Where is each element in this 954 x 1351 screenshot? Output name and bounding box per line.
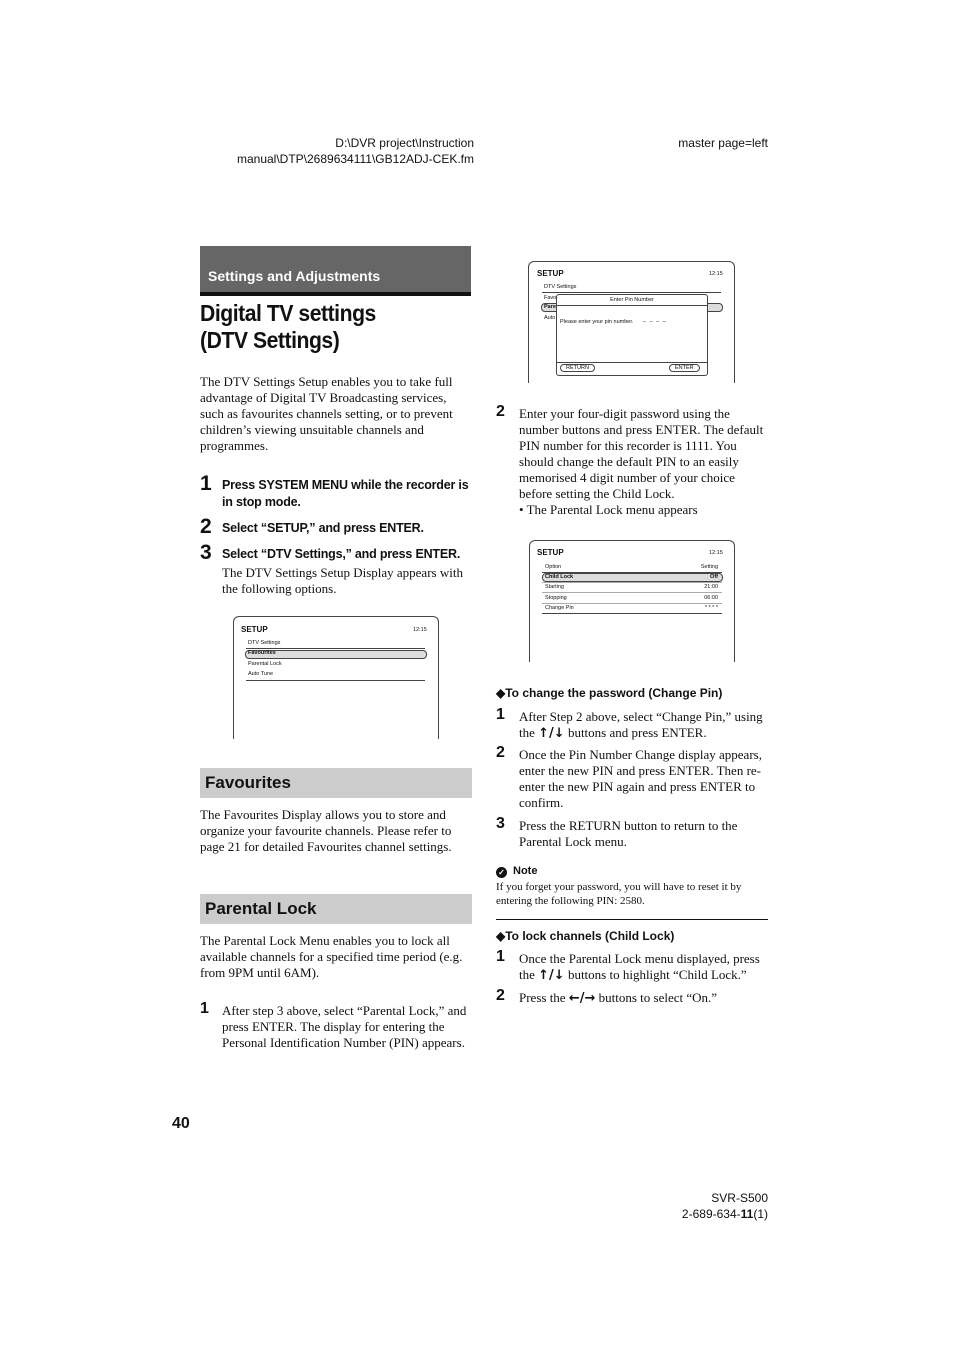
page-title-line2: (DTV Settings) [200, 327, 340, 353]
row-option: Child Lock [545, 574, 574, 580]
step-text: Press the RETURN button to return to the Parental Lock menu. [519, 818, 738, 849]
step-text-part: buttons to highlight “Child Lock.” [567, 967, 747, 982]
change-pin-heading: ◆To change the password (Change Pin) [496, 686, 723, 700]
enter-button[interactable]: ENTER [669, 364, 700, 372]
return-button[interactable]: RETURN [560, 364, 595, 372]
row-option: Stopping [545, 595, 567, 601]
screen-time: 12:15 [413, 627, 427, 633]
parental-lock-text: The Parental Lock Menu enables you to lock all available channels for a specified time period (e.g. from 9PM until 6AM). [200, 933, 463, 980]
model-name: SVR-S500 [711, 1191, 768, 1205]
screen-title: SETUP [537, 548, 564, 557]
step-number: 2 [200, 515, 212, 538]
step-number: 2 [496, 744, 505, 761]
up-down-arrow-icon: ↑/↓ [538, 968, 565, 983]
note-text: If you forget your password, you will have to reset it by entering the following PIN: 2580. [496, 881, 742, 907]
doc-code-suffix: (1) [753, 1207, 768, 1221]
setup-screen-parental [529, 540, 735, 662]
step-number: 1 [496, 948, 505, 965]
menu-item: Parental Lock [248, 661, 282, 667]
setup-screen-pin [528, 261, 735, 383]
divider [542, 613, 722, 614]
step-text [519, 406, 768, 518]
model-code [600, 1190, 768, 1222]
doc-code-prefix: 2-689-634- [681, 1207, 741, 1221]
step-text: Select “SETUP,” and press ENTER. [222, 521, 424, 535]
column-header-setting: Setting [700, 564, 718, 570]
step-number: 1 [496, 706, 505, 723]
pin-dialog [556, 294, 708, 376]
divider [542, 603, 722, 604]
screen-title: SETUP [537, 269, 564, 278]
step-text: After step 3 above, select “Parental Lock,” and press ENTER. The display for entering the Personal Identification Number (PIN) appears. [222, 1003, 467, 1050]
step-text-part: Once the Parental Lock menu displayed, press the [519, 951, 760, 982]
step-detail: The DTV Settings Setup Display appears with the following options. [222, 565, 463, 596]
screen-subtitle: DTV Settings [248, 640, 281, 646]
favourites-text: The Favourites Display allows you to store and organize your favourite channels. Please refer to page 21 for detailed Favourites channel settings. [200, 807, 452, 854]
row-setting: 21:00 [704, 584, 718, 590]
divider [542, 592, 722, 593]
step-text-part: After Step 2 above, select “Change Pin,” using the [519, 709, 763, 740]
doc-code [600, 1206, 768, 1222]
divider [246, 680, 425, 681]
step-text-part: Press the [519, 990, 566, 1005]
screen-title: SETUP [241, 625, 268, 634]
step-text [519, 990, 768, 1007]
row-setting: * * * * [704, 605, 718, 611]
step-text-part: buttons to select “On.” [598, 990, 718, 1005]
page-number: 40 [172, 1115, 190, 1132]
screen-time: 12:15 [709, 271, 723, 277]
favourites-heading: Favourites [200, 768, 472, 798]
step-bullet: • The Parental Lock menu appears [519, 502, 698, 517]
step-text: Select “DTV Settings,” and press ENTER. [222, 547, 461, 561]
intro-paragraph: The DTV Settings Setup enables you to take full advantage of Digital TV Broadcasting services, such as favourites channels setting, or to prevent children’s viewing unsuitable channels and programmes. [200, 374, 453, 453]
section-rule [200, 292, 471, 296]
parental-lock-heading: Parental Lock [200, 894, 472, 924]
child-lock-heading: ◆To lock channels (Child Lock) [496, 929, 675, 943]
divider [542, 292, 721, 293]
step-number: 2 [496, 403, 505, 420]
dialog-title: Enter Pin Number [610, 297, 654, 303]
menu-item: Auto [544, 315, 556, 321]
row-setting: 06:00 [704, 595, 718, 601]
file-path-line1: D:\DVR project\Instruction [335, 136, 474, 150]
row-option: Starting [545, 584, 564, 590]
divider [557, 362, 707, 363]
setup-screen-dtv [233, 616, 439, 739]
left-right-arrow-icon: ←/→ [568, 991, 596, 1006]
step-text [519, 709, 768, 742]
step-number: 2 [496, 987, 505, 1004]
note-box [496, 863, 768, 908]
note-label: Note [513, 865, 538, 877]
step-text: Press SYSTEM MENU while the recorder is in stop mode. [222, 478, 469, 509]
step-text [519, 951, 768, 984]
section-band-label: Settings and Adjustments [208, 268, 381, 284]
screen-subtitle: DTV Settings [544, 284, 577, 290]
step-paragraph: Enter your four-digit password using the number buttons and press ENTER. The default PIN number for this recorder is 1111. You should change the default PIN to an easily memorised 4 digit number of your choice before setting the Child Lock. [519, 406, 764, 501]
screen-time: 12:15 [709, 550, 723, 556]
step-text-part: buttons and press ENTER. [567, 725, 707, 740]
section-band [200, 246, 471, 292]
master-page-label: master page=left [678, 136, 768, 150]
step-number: 3 [496, 815, 505, 832]
divider [542, 582, 722, 583]
row-setting: Off [710, 574, 718, 580]
note-rule [496, 919, 768, 920]
row-option: Change Pin [545, 605, 574, 611]
file-path-line2: manual\DTP\2689634111\GB12ADJ-CEK.fm [236, 152, 474, 166]
step-number: 1 [200, 472, 212, 495]
step-number: 3 [200, 541, 212, 564]
menu-item: Favo [544, 295, 557, 301]
menu-item: Pare [544, 304, 556, 310]
divider [246, 648, 425, 649]
dialog-prompt: Please enter your pin number. [560, 319, 634, 325]
file-path [200, 135, 474, 167]
column-header-option: Option [545, 564, 562, 570]
step-number: 1 [200, 1000, 209, 1017]
pin-slots: _ _ _ _ [643, 317, 667, 323]
up-down-arrow-icon: ↑/↓ [538, 726, 565, 741]
step-text: Once the Pin Number Change display appears, enter the new PIN and press ENTER. Then re-enter the new PIN again and press ENTER to confirm. [519, 747, 762, 810]
menu-item: Favourites [248, 650, 276, 656]
page-title-line1: Digital TV settings [200, 300, 376, 326]
divider [557, 305, 707, 306]
page-title [200, 300, 449, 354]
note-icon: ✓ [496, 867, 507, 878]
doc-code-bold: 11 [740, 1207, 754, 1221]
menu-item: Auto Tune [248, 671, 274, 677]
